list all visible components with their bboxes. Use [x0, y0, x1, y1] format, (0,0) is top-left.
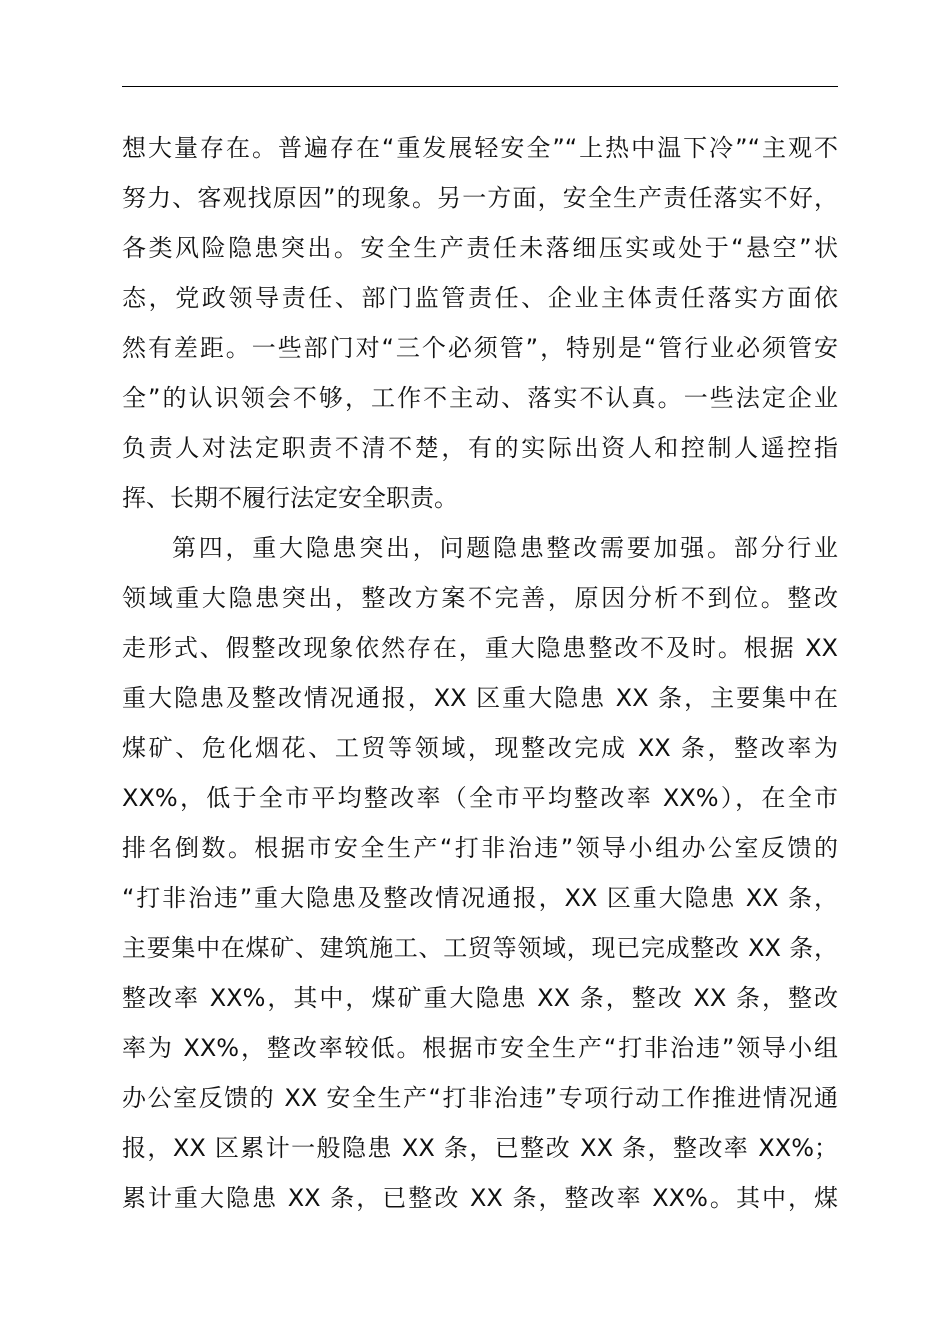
- text-line: 煤矿、危化烟花、工贸等领域，现整改完成 XX 条，整改率为: [122, 734, 838, 762]
- text-line: 整改率 XX%，其中，煤矿重大隐患 XX 条，整改 XX 条，整改: [122, 984, 838, 1012]
- text-line: 负责人对法定职责不清不楚，有的实际出资人和控制人遥控指: [122, 434, 838, 462]
- text-line: 第四，重大隐患突出，问题隐患整改需要加强。部分行业: [172, 534, 838, 562]
- text-line: 各类风险隐患突出。安全生产责任未落细压实或处于“悬空”状: [122, 234, 838, 262]
- text-line: 主要集中在煤矿、建筑施工、工贸等领域，现已完成整改 XX 条，: [122, 934, 838, 962]
- text-line: 努力、客观找原因”的现象。另一方面，安全生产责任落实不好，: [122, 184, 838, 212]
- text-line: 办公室反馈的 XX 安全生产“打非治违”专项行动工作推进情况通: [122, 1084, 838, 1112]
- text-line: 走形式、假整改现象依然存在，重大隐患整改不及时。根据 XX: [122, 634, 838, 662]
- text-line: 然有差距。一些部门对“三个必须管”，特别是“管行业必须管安: [122, 334, 838, 362]
- text-line: 领域重大隐患突出，整改方案不完善，原因分析不到位。整改: [122, 584, 838, 612]
- text-line: 态，党政领导责任、部门监管责任、企业主体责任落实方面依: [122, 284, 838, 312]
- text-line: 报，XX 区累计一般隐患 XX 条，已整改 XX 条，整改率 XX%；: [122, 1134, 838, 1162]
- text-line: “打非治违”重大隐患及整改情况通报，XX 区重大隐患 XX 条，: [122, 884, 838, 912]
- text-line: 全”的认识领会不够，工作不主动、落实不认真。一些法定企业: [122, 384, 838, 412]
- text-line: 排名倒数。根据市安全生产“打非治违”领导小组办公室反馈的: [122, 834, 838, 862]
- header-rule: [122, 86, 838, 87]
- text-line: 想大量存在。普遍存在“重发展轻安全”“上热中温下冷”“主观不: [122, 134, 838, 162]
- text-line: 累计重大隐患 XX 条，已整改 XX 条，整改率 XX%。其中，煤: [122, 1184, 838, 1212]
- text-line: 挥、长期不履行法定安全职责。: [122, 484, 458, 512]
- paragraph: [122, 123, 838, 523]
- text-line: XX%，低于全市平均整改率（全市平均整改率 XX%），在全市: [122, 784, 838, 812]
- document-body: [122, 123, 838, 1223]
- paragraph: [122, 523, 838, 1223]
- text-line: 率为 XX%，整改率较低。根据市安全生产“打非治违”领导小组: [122, 1034, 838, 1062]
- text-line: 重大隐患及整改情况通报，XX 区重大隐患 XX 条，主要集中在: [122, 684, 838, 712]
